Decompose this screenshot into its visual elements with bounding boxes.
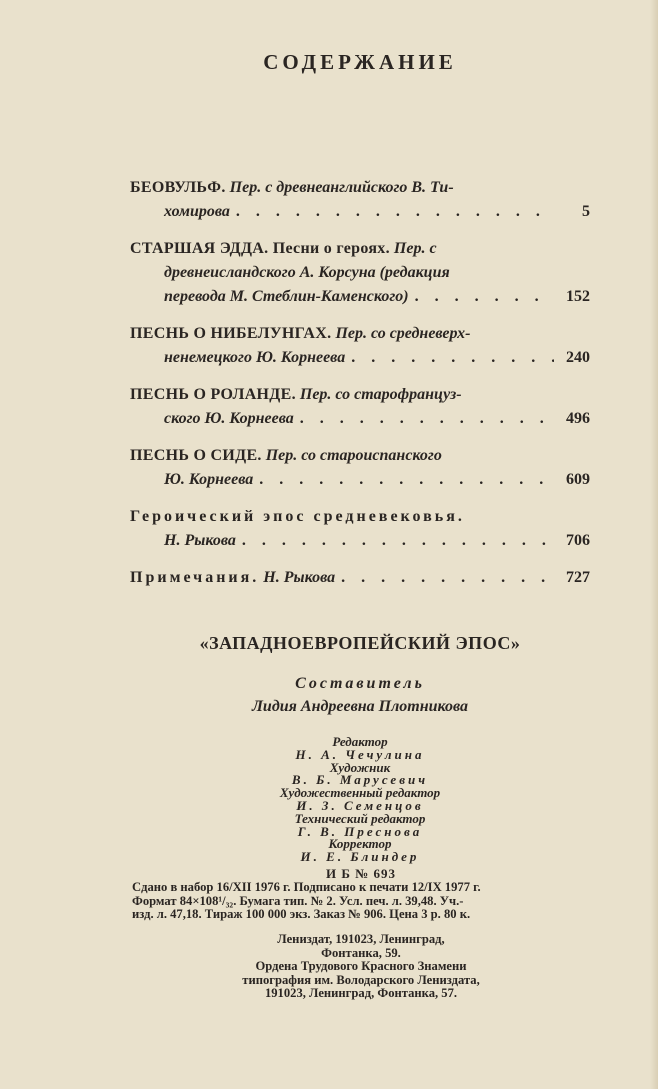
toc-leader-dots [341, 566, 554, 590]
toc-entry [130, 383, 590, 431]
toc-heading: ПЕСНЬ О РОЛАНДЕ. [130, 386, 296, 403]
toc-line-text [130, 383, 462, 407]
staff-person: Г. В. Преснова [297, 823, 423, 839]
toc-page-number: 152 [566, 288, 590, 305]
toc-heading: СТАРШАЯ ЭДДА. Песни о героях. [130, 240, 390, 257]
staff-list [0, 736, 658, 864]
toc-page-number: 706 [566, 532, 590, 549]
toc-line [130, 285, 590, 309]
toc-leader-dots [242, 529, 554, 553]
toc-heading: Примечания. [130, 569, 260, 586]
toc-line-text [164, 261, 450, 285]
staff-role: Корректор [328, 836, 392, 852]
toc-line [130, 505, 590, 529]
toc-line [130, 346, 590, 370]
toc-leader-dots [415, 285, 554, 309]
toc-leader-dots [236, 200, 554, 224]
publisher-line: Лениздат, 191023, Ленинград, [277, 932, 445, 946]
toc-entry [130, 176, 590, 224]
toc-translator: Пер. со старофранцуз- [295, 386, 462, 403]
toc-line [130, 261, 590, 285]
table-of-contents [130, 176, 590, 603]
toc-translator: перевода М. Стеблин-Каменского) [164, 288, 409, 305]
toc-line-text [164, 200, 230, 224]
toc-line [130, 237, 590, 261]
toc-heading: ПЕСНЬ О НИБЕЛУНГАХ. [130, 325, 332, 342]
ib-number: И Б № 693 [325, 866, 397, 881]
toc-translator: ненемецкого Ю. Корнеева [164, 349, 346, 366]
toc-line [130, 529, 590, 553]
toc-line-text [130, 505, 465, 529]
toc-line [130, 566, 590, 590]
publisher-line: Ордена Трудового Красного Знамени [255, 959, 467, 973]
imprint-line: Сдано в набор 16/XII 1976 г. Подписано к печати 12/IX 1977 г. [132, 880, 481, 894]
credits [0, 672, 658, 864]
toc-line [130, 444, 590, 468]
toc-page-number: 240 [566, 349, 590, 366]
toc-line [130, 200, 590, 224]
toc-entry [130, 505, 590, 553]
imprint [132, 881, 592, 922]
toc-translator: Пер. с древнеанглийского В. Ти- [225, 179, 454, 196]
toc-line-text [164, 285, 409, 309]
toc-entry [130, 322, 590, 370]
toc-translator: Пер. с [389, 240, 437, 257]
publisher-line: Фонтанка, 59. [321, 945, 401, 960]
staff-person: Н. А. Чечулина [295, 746, 425, 762]
compiler-label: Составитель [295, 675, 425, 692]
compiler-name: Лидия Андреевна Плотникова [251, 698, 469, 715]
book-title: «ЗАПАДНОЕВРОПЕЙСКИЙ ЭПОС» [199, 633, 521, 653]
toc-line-text [130, 237, 437, 261]
toc-page-number: 609 [566, 471, 590, 488]
toc-line-text [164, 529, 236, 553]
toc-line-text [164, 468, 253, 492]
toc-line-text [164, 407, 294, 431]
staff-role: Художественный редактор [279, 785, 441, 801]
staff-person: И. З. Семенцов [296, 797, 424, 813]
toc-heading: ПЕСНЬ О СИДЕ. [130, 447, 262, 464]
toc-line [130, 407, 590, 431]
toc-line-text [130, 176, 454, 200]
staff-role: Художник [329, 759, 391, 775]
toc-translator: Пер. со средневерх- [331, 325, 471, 342]
toc-line [130, 468, 590, 492]
toc-translator: древнеисландского А. Корсуна (редакция [164, 264, 450, 281]
toc-line-text [130, 322, 470, 346]
toc-translator: хомирова [164, 203, 230, 220]
toc-entry [130, 444, 590, 492]
staff-person: И. Е. Блиндер [300, 849, 420, 865]
toc-leader-dots [351, 346, 554, 370]
toc-leader-dots [259, 468, 554, 492]
staff-role: Редактор [332, 734, 388, 749]
toc-translator: ского Ю. Корнеева [164, 410, 294, 427]
toc-line-text [130, 566, 335, 590]
page-title: СОДЕРЖАНИЕ [263, 50, 457, 74]
staff-role: Технический редактор [294, 810, 426, 826]
toc-page-number: 496 [566, 410, 590, 427]
publisher-line: 191023, Ленинград, Фонтанка, 57. [264, 986, 458, 1000]
publisher-info [0, 933, 658, 1001]
page-edge [650, 0, 658, 1089]
toc-entry [130, 237, 590, 309]
toc-translator: Н. Рыкова [164, 532, 236, 549]
toc-line-text [164, 346, 345, 370]
toc-line [130, 176, 590, 200]
toc-line [130, 383, 590, 407]
toc-page-number: 727 [566, 569, 590, 586]
toc-leader-dots [300, 407, 554, 431]
staff-person: В. Б. Марусевич [291, 772, 429, 788]
publisher-line: типография им. Володарского Лениздата, [242, 972, 480, 987]
toc-heading: БЕОВУЛЬФ. [130, 179, 226, 196]
toc-line-text [130, 444, 442, 468]
toc-entry [130, 566, 590, 590]
toc-page-number: 5 [582, 203, 590, 220]
imprint-line: изд. л. 47,18. Тираж 100 000 экз. Заказ № 906. Цена 3 р. 80 к. [132, 907, 471, 921]
toc-line [130, 322, 590, 346]
toc-translator: Ю. Корнеева [164, 471, 254, 488]
toc-heading: Героический эпос средневековья. [130, 508, 465, 525]
imprint-line: Формат 84×108¹/₃₂. Бумага тип. № 2. Усл. печ. л. 39,48. Уч.- [132, 893, 464, 908]
toc-translator: Пер. со староиспанского [261, 447, 442, 464]
toc-translator: Н. Рыкова [259, 569, 336, 586]
